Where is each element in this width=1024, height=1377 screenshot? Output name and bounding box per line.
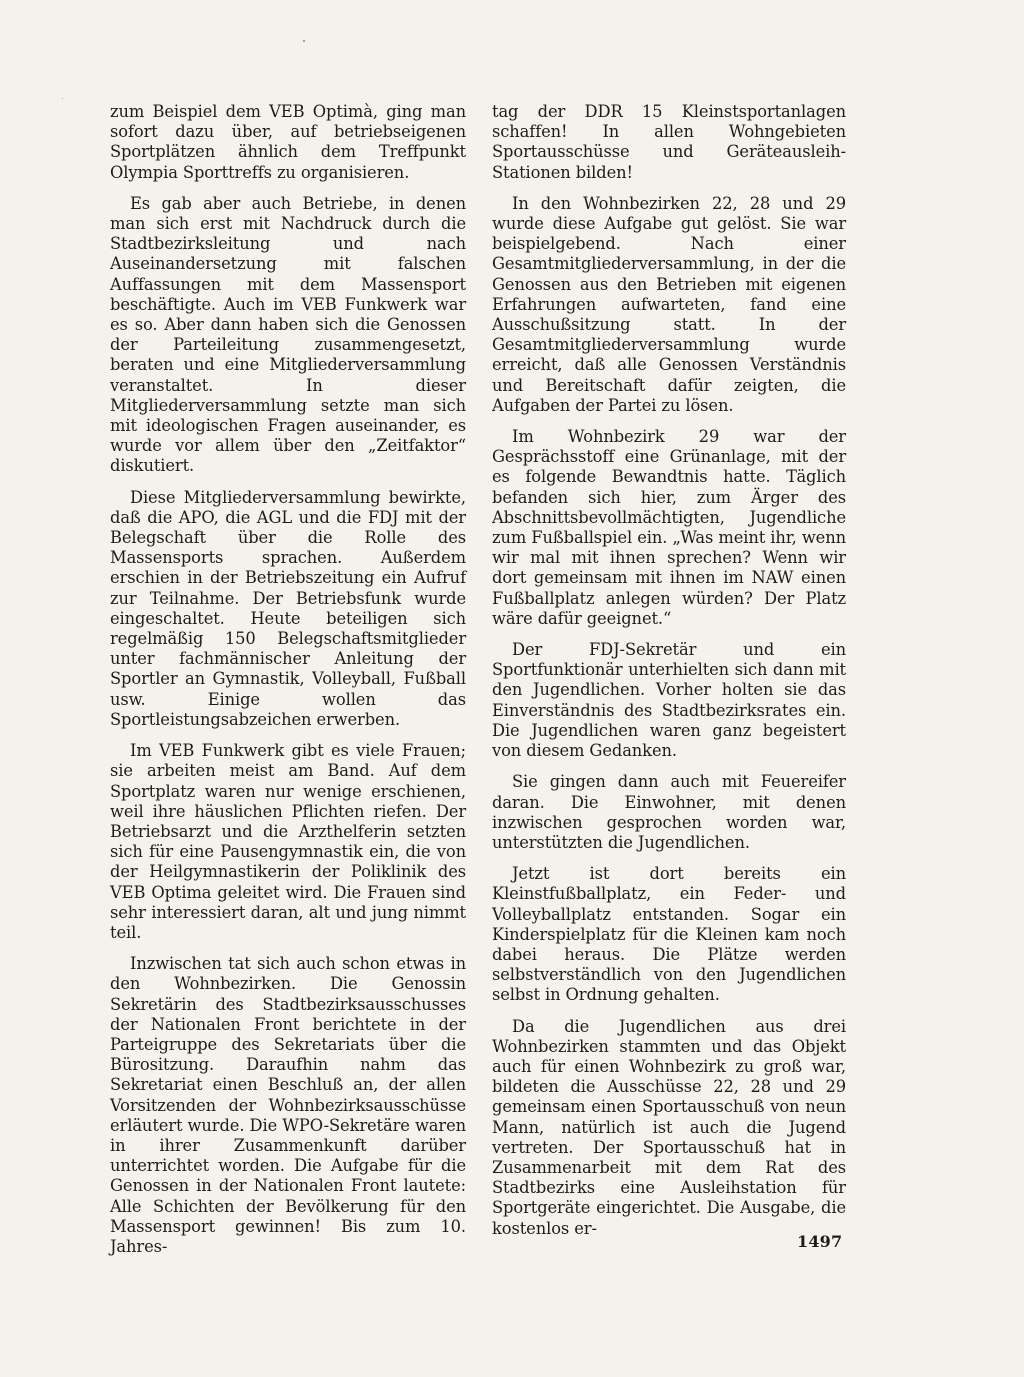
paragraph-continuation-right: tag der DDR 15 Kleinstsportanlagen schaffen! In allen Wohngebieten Sportausschüsse und Geräteausleih-Stationen bilden! [492, 102, 846, 182]
print-speck [62, 98, 63, 99]
print-speck [303, 40, 305, 42]
paragraph-feuereifer: Sie gingen dann auch mit Feuereifer daran. Die Einwohner, mit denen inzwischen gesprochen worden war, unterstützten die Jugendlichen. [492, 772, 846, 852]
right-column [492, 102, 846, 1250]
left-column [110, 102, 466, 1268]
paragraph-wohnbezirke-22-28-29: In den Wohnbezirken 22, 28 und 29 wurde diese Aufgabe gut gelöst. Sie war beispielgebend. Nach einer Gesamtmitgliederversammlung, in der die Genossen aus den Betrieben mit eigenen Erfahrungen aufwarteten, fand eine Ausschußsitzung statt. In der Gesamtmitgliederversammlung wurde erreicht, daß alle Genossen Verständnis und Bereitschaft dafür zeigten, die Aufgaben der Partei zu lösen. [492, 193, 846, 415]
paragraph-mitgliederversammlung: Diese Mitgliederversammlung bewirkte, daß die APO, die AGL und die FDJ mit der Belegschaft über die Rolle des Massensports sprachen. Außerdem erschien in der Betriebszeitung ein Aufruf zur Teilnahme. Der Betriebsfunk wurde eingeschaltet. Heute beteiligen sich regelmäßig 150 Belegschaftsmitglieder unter fachmännischer Anleitung der Sportler an Gymnastik, Volleyball, Fußball usw. Einige wollen das Sportleistungsabzeichen erwerben. [110, 487, 466, 729]
paragraph-wohnbezirke: Inzwischen tat sich auch schon etwas in den Wohnbezirken. Die Genossin Sekretärin des Stadtbezirksausschusses der Nationalen Front berichtete in der Parteigruppe des Sekretariats über die Bürositzung. Daraufhin nahm das Sekretariat einen Beschluß an, der allen Vorsitzenden der Wohnbezirksausschüsse erläutert wurde. Die WPO-Sekretäre waren in ihrer Zusammenkunft darüber unterrichtet worden. Die Aufgabe für die Genossen in der Nationalen Front lautete: Alle Schichten der Bevölkerung für den Massensport gewinnen! Bis zum 10. Jahres- [110, 954, 466, 1256]
page-number: 1497 [797, 1232, 843, 1251]
paragraph-gruenanlage: Im Wohnbezirk 29 war der Gesprächsstoff eine Grünanlage, mit der es folgende Bewandtnis hatte. Täglich befanden sich hier, zum Ärger des Abschnittsbevollmächtigten, Jugendliche zum Fußballspiel ein. „Was meint ihr, wenn wir mal mit ihnen sprechen? Wenn wir dort gemeinsam mit ihnen im NAW einen Fußballplatz anlegen würden? Der Platz wäre dafür geeignet.“ [492, 427, 846, 628]
paragraph-sportausschuss: Da die Jugendlichen aus drei Wohnbezirken stammten und das Objekt auch für einen Wohnbezirk zu groß war, bildeten die Ausschüsse 22, 28 und 29 gemeinsam einen Sportausschuß von neun Mann, natürlich ist auch die Jugend vertreten. Der Sportausschuß hat in Zusammenarbeit mit dem Rat des Stadtbezirks eine Ausleihstation für Sportgeräte eingerichtet. Die Ausgabe, die kostenlos er- [492, 1016, 846, 1238]
paragraph-betriebe: Es gab aber auch Betriebe, in denen man sich erst mit Nachdruck durch die Stadtbezirksleitung und nach Auseinandersetzung mit falschen Auffassungen mit dem Massensport beschäftigte. Auch im VEB Funkwerk war es so. Aber dann haben sich die Genossen der Parteileitung zusammengesetzt, beraten und eine Mitgliederversammlung veranstaltet. In dieser Mitgliederversammlung setzte man sich mit ideologischen Fragen auseinander, es wurde vor allem über den „Zeitfaktor“ diskutiert. [110, 193, 466, 476]
paragraph-continuation: zum Beispiel dem VEB Optimà, ging man sofort dazu über, auf betriebseigenen Sportplätzen ähnlich dem Treffpunkt Olympia Sporttreffs zu organisieren. [110, 102, 466, 182]
paragraph-fdj-sekretaer: Der FDJ-Sekretär und ein Sportfunktionär unterhielten sich dann mit den Jugendlichen. Vorher holten sie das Einverständnis des Stadtbezirksrates ein. Die Jugendlichen waren ganz begeistert von diesem Gedanken. [492, 640, 846, 761]
paragraph-frauen: Im VEB Funkwerk gibt es viele Frauen; sie arbeiten meist am Band. Auf dem Sportplatz waren nur wenige erschienen, weil ihre häuslichen Pflichten riefen. Der Betriebsarzt und die Arzthelferin setzten sich für eine Pausengymnastik ein, die von der Heilgymnastikerin der Poliklinik des VEB Optima geleitet wird. Die Frauen sind sehr interessiert daran, alt und jung nimmt teil. [110, 741, 466, 942]
paragraph-kleinstfussballplatz: Jetzt ist dort bereits ein Kleinstfußballplatz, ein Feder- und Volleyballplatz entstanden. Sogar ein Kinderspielplatz für die Kleinen kam noch dabei heraus. Die Plätze werden selbstverständlich von den Jugendlichen selbst in Ordnung gehalten. [492, 864, 846, 1005]
